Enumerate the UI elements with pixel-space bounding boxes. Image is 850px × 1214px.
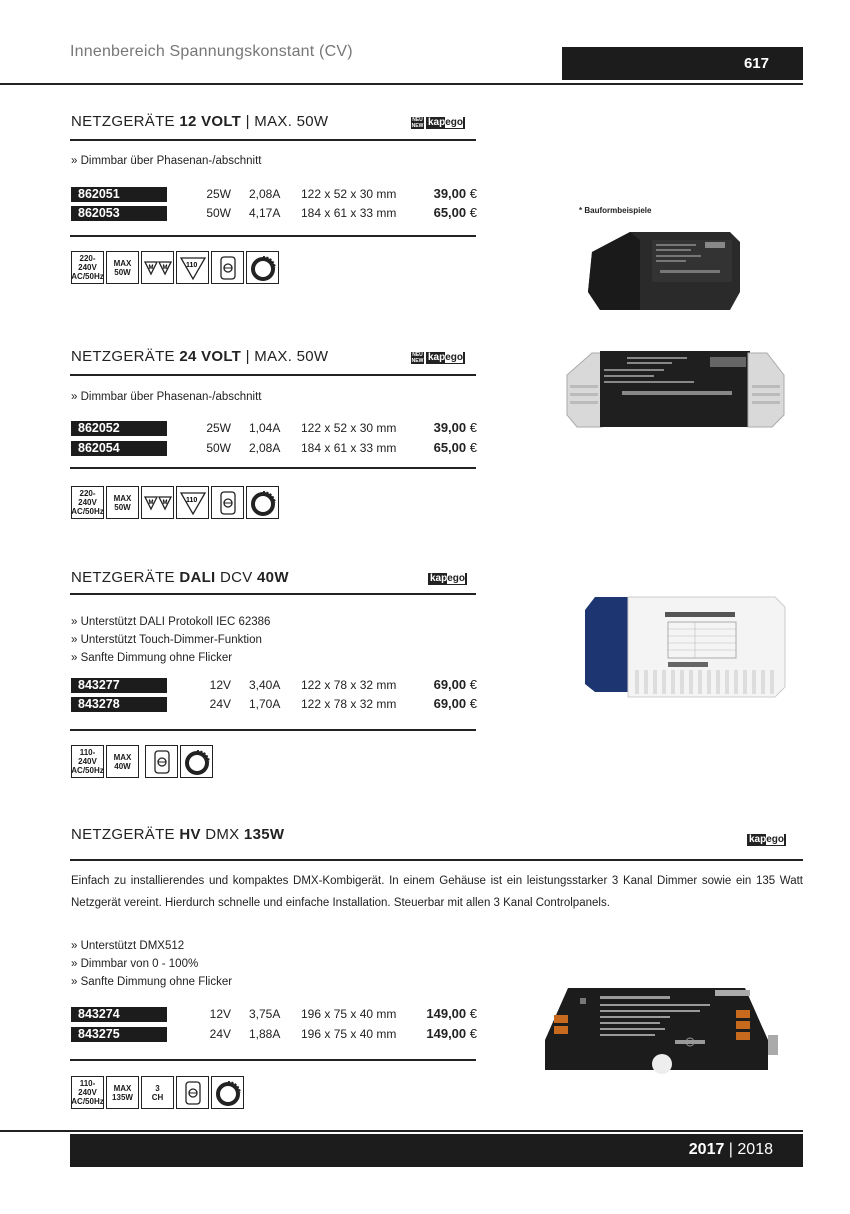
- table-row: 862054 50W 2,08A 184 x 61 x 33 mm 65,00 €: [71, 440, 477, 458]
- article-number: 843275: [71, 1027, 167, 1042]
- max-power-icon: MAX 50W: [106, 251, 139, 284]
- feature-bullet: » Unterstützt DMX512: [71, 940, 185, 952]
- feature-bullet: » Unterstützt DALI Protokoll IEC 62386: [71, 616, 271, 628]
- feature-bullet: » Dimmbar über Phasenan-/abschnitt: [71, 155, 262, 167]
- article-number: 843278: [71, 697, 167, 712]
- page-number: 617: [562, 47, 803, 80]
- max-power-icon: MAX 50W: [106, 486, 139, 519]
- brand-logo: NEU NEW kapego: [411, 117, 464, 129]
- brand-logo: kapego: [749, 834, 785, 845]
- section-rule: [70, 859, 803, 861]
- temperature-icon: [176, 251, 209, 284]
- voltage-icon: 220-240V AC/50Hz: [71, 251, 104, 284]
- table-row: 862051 25W 2,08A 122 x 52 x 30 mm 39,00 €: [71, 186, 477, 204]
- section-rule: [70, 729, 476, 731]
- feature-bullet: » Sanfte Dimmung ohne Flicker: [71, 976, 233, 988]
- spec-icons: [71, 251, 279, 287]
- product-description: Einfach zu installierendes und kompaktes DMX-Kombigerät. In einem Gehäuse ist ein leistungsstarker 3 Kanal Dimmer sowie ein 135 Watt Netzgerät vereint. Hierdurch schnelle und einfache Installation. Steuerbar mit allen 3 Kanal Controlpanels.: [71, 875, 803, 909]
- feature-bullet: » Dimmbar über Phasenan-/abschnitt: [71, 391, 262, 403]
- brand-logo: kapego: [430, 573, 466, 584]
- section-title: NETZGERÄTE 24 VOLT | MAX. 50W: [71, 348, 329, 365]
- table-row: 843274 12V 3,75A 196 x 75 x 40 mm 149,00 €: [71, 1006, 477, 1024]
- section-rule: [70, 139, 476, 141]
- table-row: 862053 50W 4,17A 184 x 61 x 33 mm 65,00 €: [71, 205, 477, 223]
- svg-text:M: M: [148, 499, 153, 506]
- section-rule: [70, 235, 476, 237]
- article-number: 843277: [71, 678, 167, 693]
- spec-icons: [71, 486, 279, 522]
- dimmable-icon: [211, 1076, 244, 1109]
- dimmable-icon: [180, 745, 213, 778]
- section-title: NETZGERÄTE HV DMX 135W: [71, 826, 285, 843]
- dimmer-icon: [176, 1076, 209, 1109]
- price: 149,00 €: [426, 1006, 477, 1021]
- section-rule: [70, 1059, 476, 1061]
- product-image-hv-dmx: [540, 980, 780, 1078]
- brand-logo: NEU NEW kapego: [411, 352, 464, 364]
- price: 65,00 €: [433, 205, 477, 220]
- header-rule: [0, 83, 803, 85]
- spec-icons: [71, 1076, 244, 1112]
- voltage-icon: 110-240V AC/50Hz: [71, 745, 104, 778]
- image-caption: * Bauformbeispiele: [579, 206, 652, 215]
- price: 39,00 €: [433, 186, 477, 201]
- furniture-mount-icon: [141, 486, 174, 519]
- voltage-icon: 110-240V AC/50Hz: [71, 1076, 104, 1109]
- max-power-icon: MAX 135W: [106, 1076, 139, 1109]
- svg-text:M: M: [162, 499, 167, 506]
- dimmer-icon: [211, 486, 244, 519]
- svg-text:M: M: [162, 264, 167, 271]
- article-number: 843274: [71, 1007, 167, 1022]
- svg-text:110: 110: [185, 261, 197, 269]
- table-row: 843277 12V 3,40A 122 x 78 x 32 mm 69,00 €: [71, 677, 477, 695]
- article-number: 862052: [71, 421, 167, 436]
- footer-year-bar: 2017 | 2018: [70, 1134, 803, 1167]
- dimmer-icon: [211, 251, 244, 284]
- dimmable-icon: [246, 486, 279, 519]
- feature-bullet: » Sanfte Dimmung ohne Flicker: [71, 652, 233, 664]
- svg-text:M: M: [148, 264, 153, 271]
- feature-bullet: » Dimmbar von 0 - 100%: [71, 958, 199, 970]
- article-number: 862053: [71, 206, 167, 221]
- price: 65,00 €: [433, 440, 477, 455]
- article-number: 862051: [71, 187, 167, 202]
- dimmer-icon: [145, 745, 178, 778]
- new-badge: NEU NEW: [411, 352, 424, 364]
- feature-bullet: » Unterstützt Touch-Dimmer-Funktion: [71, 634, 262, 646]
- price: 69,00 €: [433, 696, 477, 711]
- price: 39,00 €: [433, 420, 477, 435]
- spec-icons: [71, 745, 213, 781]
- svg-text:110: 110: [185, 496, 197, 504]
- product-image-dali: [580, 592, 790, 704]
- price: 149,00 €: [426, 1026, 477, 1041]
- price: 69,00 €: [433, 677, 477, 692]
- section-rule: [70, 467, 476, 469]
- table-row: 843278 24V 1,70A 122 x 78 x 32 mm 69,00 €: [71, 696, 477, 714]
- header-title: Innenbereich Spannungskonstant (CV): [70, 43, 353, 60]
- footer-rule: [0, 1130, 803, 1132]
- product-image-24v: [562, 345, 792, 435]
- section-rule: [70, 374, 476, 376]
- section-rule: [70, 593, 476, 595]
- table-row: 862052 25W 1,04A 122 x 52 x 30 mm 39,00 €: [71, 420, 477, 438]
- voltage-icon: 220-240V AC/50Hz: [71, 486, 104, 519]
- section-title: NETZGERÄTE 12 VOLT | MAX. 50W: [71, 113, 329, 130]
- new-badge: NEU NEW: [411, 117, 424, 129]
- furniture-mount-icon: [141, 251, 174, 284]
- dimmable-icon: [246, 251, 279, 284]
- temperature-icon: [176, 486, 209, 519]
- section-title: NETZGERÄTE DALI DCV 40W: [71, 569, 289, 586]
- channel-icon: 3 CH: [141, 1076, 174, 1109]
- article-number: 862054: [71, 441, 167, 456]
- product-image-12v: [580, 222, 770, 314]
- max-power-icon: MAX 40W: [106, 745, 139, 778]
- table-row: 843275 24V 1,88A 196 x 75 x 40 mm 149,00 €: [71, 1026, 477, 1044]
